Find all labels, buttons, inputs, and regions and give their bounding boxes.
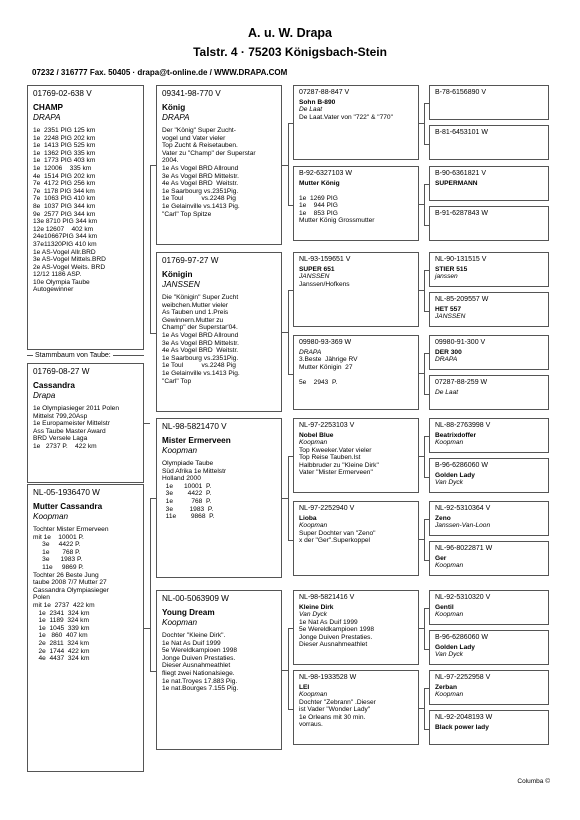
- performance-line: Vater "Mister Ermerveen": [299, 469, 373, 477]
- ring-number: NL-98-5821416 V: [299, 594, 355, 601]
- connector-bracket: [288, 456, 295, 541]
- performance-line: 1e Europameister Mittelstr: [33, 420, 110, 428]
- performance-line: 1e Saarbourg vs.2351Pig.: [162, 354, 239, 362]
- pigeon-name: Gentil: [435, 603, 454, 611]
- pigeon-card: [293, 501, 419, 576]
- pigeon-strain: Koopman: [435, 562, 464, 570]
- pigeon-name: HET 557: [435, 305, 462, 313]
- pigeon-name: Zerban: [435, 683, 457, 691]
- pigeon-strain: Koopman: [299, 691, 328, 699]
- ring-number: NL-93-159651 V: [299, 256, 351, 263]
- pigeon-name: CHAMP: [33, 103, 64, 112]
- pigeon-strain: Janssen-Van-Loon: [435, 522, 491, 530]
- performance-line: "Carl" Top: [162, 377, 192, 385]
- performance-line: 1e 768 P.: [162, 497, 212, 505]
- pigeon-strain: JANSSEN: [299, 273, 330, 281]
- performance-line: x der "Ger".Superkoppel: [299, 537, 371, 545]
- performance-line: taube 2008 7/7 Mutter 27: [33, 579, 107, 587]
- connector-bracket: [424, 270, 430, 312]
- pigeon-strain: Koopman: [162, 446, 198, 455]
- ring-number: NL-97-2252958 V: [435, 674, 491, 681]
- performance-line: 5e 2943 P.: [299, 378, 338, 386]
- ring-number: 01769-02-638 V: [33, 89, 92, 98]
- pigeon-name: Beatrixdoffer: [435, 431, 477, 439]
- performance-line: Vater zu "Champ" der Superstar: [162, 149, 256, 157]
- connector-bracket: [424, 608, 430, 650]
- performance-line: Jonge Duiven Prestaties.: [299, 633, 373, 641]
- pigeon-name: Golden Lady: [435, 471, 475, 479]
- ring-number: 09980-91-300 V: [435, 339, 486, 346]
- pigeon-card: [429, 541, 549, 576]
- performance-line: mit 1e 10001 P.: [33, 533, 84, 541]
- performance-line: Dochter "Zebrann" .Dieser: [299, 698, 376, 706]
- breeder-contact: 07232 / 316777 Fax. 50405 · drapa@t-online.de / WWW.DRAPA.COM: [32, 68, 288, 77]
- ring-number: B-91-6287843 W: [435, 210, 488, 217]
- performance-line: Tochter 26 Beste Jung: [33, 571, 99, 579]
- performance-line: Olympiade Taube: [162, 460, 214, 467]
- pigeon-strain: JANSSEN: [435, 313, 466, 321]
- performance-line: Champ" der Superstar'04.: [162, 324, 238, 332]
- pigeon-strain: Koopman: [435, 611, 464, 619]
- pigeon-card: [156, 418, 282, 578]
- performance-line: Cassandra Olympiasieger: [33, 586, 109, 594]
- breeder-address: Talstr. 4 · 75203 Königsbach-Stein: [193, 45, 387, 59]
- pigeon-card: [293, 590, 419, 665]
- pigeon-strain: Koopman: [299, 439, 328, 447]
- performance-line: 7e 1063 PIG 410 km: [33, 195, 96, 203]
- pigeon-card: [156, 590, 282, 750]
- ring-number: B-81-6453101 W: [435, 129, 488, 136]
- performance-line: Mutter Königin 27: [299, 363, 353, 371]
- performance-line: 1e Gelainville vs.1413 Pig.: [162, 202, 240, 210]
- pigeon-strain: De Laat: [435, 388, 459, 396]
- pigeon-card: [156, 85, 282, 245]
- performance-line: 3e 1983 P.: [33, 556, 83, 564]
- pigeon-name: Black power lady: [435, 723, 489, 731]
- pigeon-name: Cassandra: [33, 381, 75, 390]
- pigeon-name: Königin: [162, 270, 193, 279]
- performance-line: Tochter Mister Ermerveen: [33, 526, 109, 533]
- ring-number: NL-96-8022871 W: [435, 545, 493, 552]
- pigeon-name: Zeno: [435, 514, 451, 522]
- performance-line: 1e 2341 324 km: [33, 609, 90, 617]
- connector-bracket: [424, 184, 430, 226]
- pigeon-strain: Koopman: [162, 618, 198, 627]
- pigeon-card: [429, 630, 549, 665]
- pigeon-card: [429, 335, 549, 370]
- connector-bracket: [288, 628, 295, 710]
- performance-line: 1e 10001 P.: [162, 482, 212, 490]
- pigeon-name: Mister Ermerveen: [162, 436, 231, 445]
- ring-number: NL-05-1936470 W: [33, 488, 100, 497]
- performance-line: 10e Olympia Taube: [33, 278, 90, 286]
- pigeon-card: [27, 484, 144, 772]
- performance-line: 1e Olympiasieger 2011 Polen: [33, 405, 120, 412]
- pigeon-name: Young Dream: [162, 608, 215, 617]
- performance-line: Gewinnern.Mutter zu: [162, 316, 224, 324]
- performance-line: Süd Afrika 1e Mittelstr: [162, 467, 227, 475]
- performance-line: 4e As Vogel BRD Weitstr.: [162, 347, 239, 355]
- performance-line: 3e 4422 P.: [162, 490, 212, 498]
- performance-line: 2e 2811 324 km: [33, 639, 89, 647]
- pigeon-strain: Drapa: [33, 391, 56, 400]
- pigeon-card: [429, 710, 549, 745]
- pigeon-name: LEI: [299, 683, 310, 691]
- performance-line: [299, 187, 413, 195]
- ring-number: NL-90-131515 V: [435, 256, 487, 263]
- performance-line: 1e AS-Vogel Allr.BRD: [33, 248, 96, 256]
- pigeon-card: [429, 501, 549, 536]
- ring-number: NL-98-1933528 W: [299, 674, 357, 681]
- performance-line: Jonge Duiven Prestaties.: [162, 654, 236, 662]
- performance-line: 3e 4422 P.: [33, 541, 81, 549]
- pigeon-name: SUPER 651: [299, 265, 335, 273]
- pigeon-strain: Koopman: [299, 522, 328, 530]
- ring-number: NL-85-209557 W: [435, 296, 489, 303]
- performance-line: 1e 12006 335 km: [33, 164, 92, 172]
- performance-line: 3e As Vogel BRD Mittelstr.: [162, 339, 239, 347]
- performance-line: 1e Saarbourg vs.2351Pig.: [162, 187, 239, 195]
- ring-number: NL-88-2763998 V: [435, 422, 491, 429]
- pigeon-card: [429, 375, 549, 410]
- performance-line: 1e As Vogel BRD Allround: [162, 331, 239, 339]
- pigeon-card: [429, 418, 549, 453]
- performance-line: 1e Orleans mit 30 min.: [299, 713, 366, 721]
- connector-bracket: [424, 688, 430, 730]
- performance-line: 8e 1037 PIG 344 km: [33, 202, 96, 210]
- connector-bracket: [424, 519, 430, 561]
- pigeon-card: [293, 335, 419, 410]
- performance-line: mit 1e 2737 422 km: [33, 601, 95, 609]
- performance-line: Mittelst 799,20Asp: [33, 412, 88, 420]
- pigeon-name: Nobel Blue: [299, 431, 334, 439]
- connector-bracket: [288, 290, 295, 375]
- performance-line: 1e Gelainville vs.1413 Pig.: [162, 369, 240, 377]
- performance-line: 5e Wereldkampioen 1998: [299, 626, 375, 634]
- ring-number: B-90-6361821 V: [435, 170, 486, 177]
- connector-bracket: [150, 498, 157, 672]
- pigeon-name: Mutter König: [299, 179, 340, 187]
- performance-line: 1e 860 407 km: [33, 632, 88, 640]
- ring-number: B-96-6286060 W: [435, 462, 488, 469]
- performance-line: 1e Toul vs.2248 Pig: [162, 362, 236, 370]
- ring-number: B-92-6327103 W: [299, 170, 352, 177]
- pigeon-name: Ger: [435, 554, 447, 562]
- performance-line: Top Reise Tauben.Ist: [299, 454, 361, 462]
- pigeon-name: Mutter Cassandra: [33, 502, 103, 511]
- performance-line: fliegt zwei Nationalsiege.: [162, 669, 235, 677]
- performance-line: Dieser Ausnahmeathlet: [299, 641, 368, 649]
- performance-line: 11e 9869 P.: [33, 563, 84, 571]
- performance-line: Top Kweeker.Vater vieler: [299, 446, 372, 454]
- performance-line: 1e nat.Bourges 7.155 Pig.: [162, 685, 239, 693]
- pigeon-name: Sohn B-890: [299, 98, 336, 106]
- pigeon-strain: DRAPA: [435, 356, 458, 364]
- performance-line: vorraus.: [299, 721, 323, 729]
- pigeon-card: [429, 166, 549, 201]
- pigeon-card: [429, 206, 549, 241]
- performance-line: Der "König" Super Zucht-: [162, 127, 236, 134]
- performance-line: 1e 1269 PIG: [299, 194, 338, 202]
- performance-line: BRD Versele Laga: [33, 435, 88, 443]
- performance-line: 7e 4172 PIG 256 km: [33, 180, 96, 188]
- performance-line: Top Zucht & Reisetauben.: [162, 142, 238, 150]
- performance-line: 11e 9868 P.: [162, 513, 215, 521]
- performance-line: weibchen.Mutter vieler: [162, 301, 228, 309]
- performance-line: ist Vader "Wonder Lady": [299, 706, 371, 714]
- pigeon-strain: De Laat: [299, 106, 323, 114]
- ring-number: 01769-97-27 W: [162, 256, 219, 265]
- pigeon-strain: Van Dyck: [435, 651, 463, 659]
- pigeon-card: [293, 418, 419, 493]
- performance-line: 1e As Vogel BRD Allround: [162, 164, 239, 172]
- performance-line: 1e 1773 PIG 403 km: [33, 157, 96, 165]
- ring-number: NL-00-5063909 W: [162, 594, 229, 603]
- pigeon-card: [293, 252, 419, 327]
- performance-line: 1e 1362 PIG 335 km: [33, 149, 96, 157]
- pigeon-card: [429, 252, 549, 287]
- performance-line: 4e 4437 324 km: [33, 655, 90, 663]
- performance-line: 1e Nat As Duif 1999: [162, 639, 221, 647]
- performance-line: 24e10667PIG 344 km: [33, 233, 98, 241]
- performance-line: 3e AS-Vogel Mittels.BRD: [33, 256, 106, 264]
- performance-line: 12/12 1186 ASP.: [33, 271, 82, 279]
- performance-line: 1e 1413 PIG 525 km: [33, 142, 96, 150]
- ring-number: 07287-88-847 V: [299, 89, 350, 96]
- performance-line: 1e nat.Troyes 17.883 Pig.: [162, 677, 238, 685]
- pigeon-name: Lioba: [299, 514, 317, 522]
- pigeon-strain: Koopman: [33, 512, 69, 521]
- ring-number: B-78-6156890 V: [435, 89, 486, 96]
- pigeon-strain: janssen: [435, 273, 458, 281]
- performance-line: Halbbruder zu "Kleine Dirk": [299, 461, 379, 469]
- performance-line: 9e 2577 PIG 344 km: [33, 210, 96, 218]
- performance-line: Dochter "Kleine Dirk".: [162, 632, 226, 639]
- performance-line: 1e 2737 P. 422 km: [33, 442, 97, 450]
- ring-number: B-96-6286060 W: [435, 634, 488, 641]
- pigeon-strain: DRAPA: [33, 113, 61, 122]
- pigeon-card: [293, 166, 419, 241]
- performance-line: vogel und Vater vieler: [162, 134, 226, 142]
- pigeon-card: [429, 85, 549, 120]
- footer-credit: Columba ©: [517, 778, 550, 785]
- pigeon-card: [429, 292, 549, 327]
- ring-number: 07287-88-259 W: [435, 379, 488, 386]
- performance-line: Ass Taube Master Award: [33, 427, 106, 435]
- connector-bracket: [150, 165, 157, 334]
- pigeon-strain: DRAPA: [162, 113, 190, 122]
- ring-number: NL-98-5821470 V: [162, 422, 227, 431]
- ring-number: NL-92-5310364 V: [435, 505, 491, 512]
- pigeon-strain: Van Dyck: [435, 479, 463, 487]
- performance-line: 1e 1189 324 km: [33, 617, 89, 625]
- performance-line: 3e As Vogel BRD Mittelstr.: [162, 172, 239, 180]
- performance-line: De Laat.Vater von "722" & "770": [299, 113, 393, 121]
- performance-line: Dieser Ausnahmeathlet: [162, 662, 231, 670]
- connector-bracket: [288, 123, 295, 206]
- pigeon-card: [27, 85, 144, 350]
- connector-bracket: [424, 353, 430, 395]
- breeder-name: A. u. W. Drapa: [247, 26, 333, 40]
- pigeon-card: [429, 125, 549, 160]
- connector-line: [144, 423, 150, 424]
- performance-line: 1e 853 PIG: [299, 209, 338, 217]
- performance-line: 1e 2248 PIG 202 km: [33, 134, 96, 142]
- performance-line: 2e AS-Vogel Weits. BRD: [33, 263, 106, 271]
- pigeon-strain: Van Dyck: [299, 611, 327, 619]
- connector-bracket: [424, 103, 430, 145]
- pigeon-strain: DRAPA: [299, 348, 322, 356]
- performance-line: 1e Toul vs.2248 Pig: [162, 195, 236, 203]
- ring-number: NL-97-2252940 V: [299, 505, 355, 512]
- performance-line: 37e11320PIG 410 km: [33, 240, 97, 248]
- performance-line: "Carl" Top Spitze: [162, 210, 212, 218]
- performance-line: As Tauben und 1.Preis: [162, 309, 229, 317]
- ring-number: 09341-98-770 V: [162, 89, 221, 98]
- performance-line: Mutter König Grossmutter: [299, 217, 375, 225]
- ring-number: NL-92-2048193 W: [435, 714, 493, 721]
- pigeon-name: Kleine Dirk: [299, 603, 334, 611]
- performance-line: 2e 1744 422 km: [33, 647, 90, 655]
- performance-line: Polen: [33, 594, 50, 602]
- performance-line: 1e 2351 PIG 125 km: [33, 127, 96, 134]
- performance-line: 3.Beste Jährige RV: [299, 356, 358, 364]
- performance-line: Die "Königin" Super Zucht: [162, 294, 239, 301]
- performance-line: 13e 8710 PIG 344 km: [33, 218, 98, 226]
- pigeon-card: [429, 670, 549, 705]
- ring-number: NL-97-2253103 V: [299, 422, 355, 429]
- pigeon-name: König: [162, 103, 186, 112]
- performance-line: 12e 12607 402 km: [33, 225, 94, 233]
- performance-line: Super Dochter van "Zeno": [299, 529, 376, 537]
- performance-line: 3e 1983 P.: [162, 505, 214, 513]
- performance-line: [299, 371, 413, 379]
- ring-number: NL-92-5310320 V: [435, 594, 491, 601]
- performance-line: 1e 1045 339 km: [33, 624, 90, 632]
- pigeon-card: [27, 363, 144, 483]
- pigeon-card: [156, 252, 282, 412]
- performance-line: 4e As Vogel BRD Weitstr.: [162, 180, 239, 188]
- pigeon-card: [429, 458, 549, 493]
- pigeon-strain: Koopman: [435, 439, 464, 447]
- pigeon-strain: Koopman: [435, 691, 464, 699]
- performance-line: 1e Nat As Duif 1999: [299, 618, 358, 626]
- performance-line: Janssen/Hofkens: [299, 280, 350, 288]
- pedigree-group-label: Stammbaum von Taube:: [27, 355, 144, 356]
- performance-line: 4e 1514 PIG 202 km: [33, 172, 96, 180]
- performance-line: 1e 768 P.: [33, 548, 81, 556]
- performance-line: 7e 1178 PIG 344 km: [33, 187, 95, 195]
- pigeon-strain: JANSSEN: [162, 280, 200, 289]
- performance-line: Holland 2000: [162, 475, 201, 483]
- pigeon-name: Golden Lady: [435, 643, 475, 651]
- pigeon-name: STIER 515: [435, 265, 468, 273]
- pigeon-name: SUPERMANN: [435, 179, 478, 187]
- pigeon-card: [293, 670, 419, 745]
- performance-line: 5e Wereldkampioen 1998: [162, 647, 238, 655]
- performance-line: Autogewinner: [33, 286, 74, 294]
- pigeon-card: [429, 590, 549, 625]
- pigeon-card: [293, 85, 419, 160]
- performance-line: 2004.: [162, 157, 179, 165]
- ring-number: 01769-08-27 W: [33, 367, 90, 376]
- ring-number: 09980-93-369 W: [299, 339, 352, 346]
- pigeon-name: DER 300: [435, 348, 462, 356]
- performance-line: 1e 944 PIG: [299, 202, 338, 210]
- connector-bracket: [424, 436, 430, 478]
